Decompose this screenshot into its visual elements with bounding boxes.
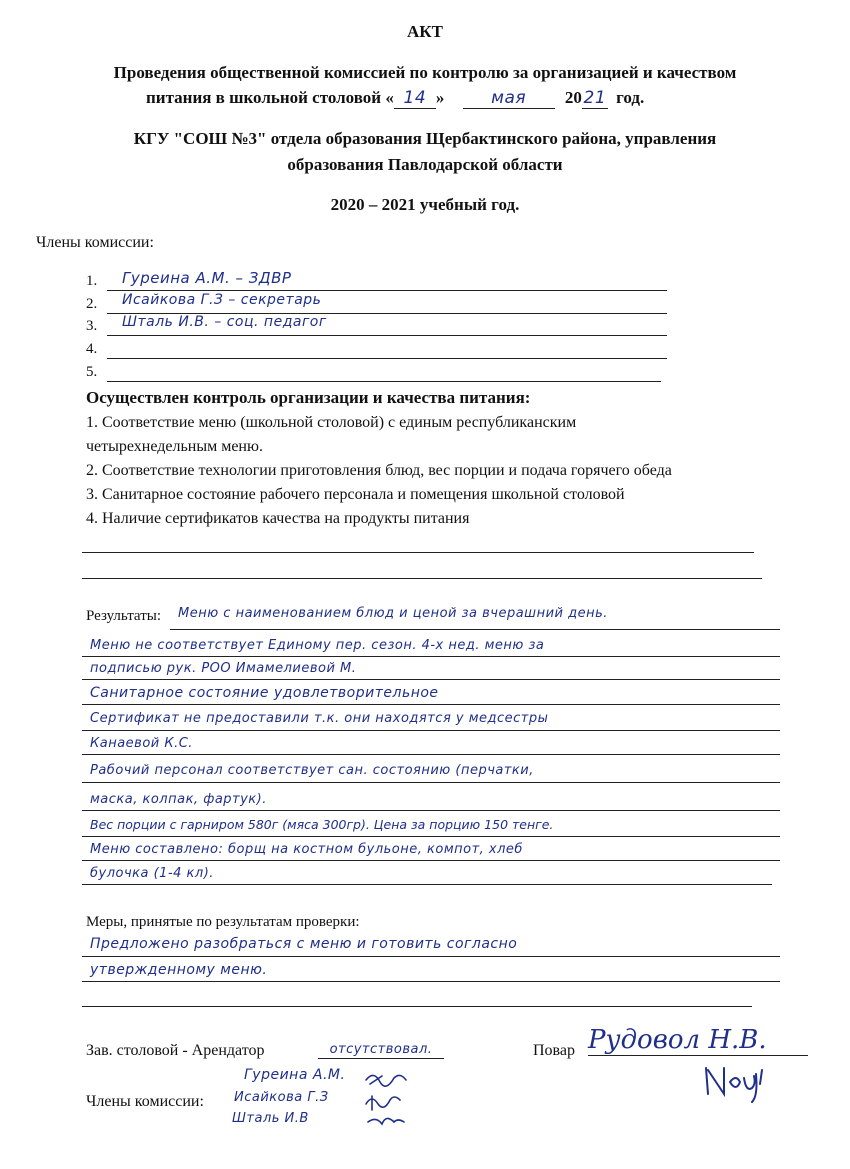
cook-label: Повар [533, 1042, 575, 1059]
results-line-8: маска, колпак, фартук). [90, 792, 267, 807]
member-line-4 [107, 358, 667, 359]
member-line-1 [107, 290, 667, 291]
head-of-canteen-field [318, 1040, 444, 1059]
results-underline-7 [82, 782, 780, 783]
measures-underline-2 [82, 981, 780, 982]
member-name-2: Исайкова Г.З – секретарь [122, 292, 322, 308]
member-line-5 [107, 381, 661, 382]
cook-signature-icon [700, 1060, 780, 1104]
results-line-1: Меню с наименованием блюд и ценой за вчерашний день. [178, 606, 608, 621]
results-line-3: подписью рук. РОО Имамелиевой М. [90, 661, 357, 676]
head-of-canteen-value: отсутствовал. [329, 1042, 433, 1057]
control-item-3: 3. Санитарное состояние рабочего персонала и помещения школьной столовой [86, 486, 625, 503]
document-title: АКТ [407, 22, 443, 41]
members-sign-name-3: Шталь И.В [232, 1111, 309, 1126]
member-name-1: Гуреина А.М. – ЗДВР [122, 269, 292, 287]
member-name-3: Шталь И.В. – соц. педагог [122, 314, 327, 330]
members-sign-label: Члены комиссии: [86, 1093, 204, 1110]
date-year-prefix: 20 [564, 88, 582, 107]
date-year-label: год. [616, 88, 645, 107]
date-year-field [582, 88, 608, 109]
date-month: мая [491, 88, 527, 108]
results-line-7: Рабочий персонал соответствует сан. состоянию (перчатки, [90, 763, 534, 778]
school-year: 2020 – 2021 учебный год. [330, 195, 520, 214]
member-line-3 [107, 335, 667, 336]
members-label: Члены комиссии: [36, 234, 154, 251]
member-num-2: 2. [86, 296, 98, 312]
results-underline-1 [170, 629, 780, 630]
org-line-1: КГУ "СОШ №3" отдела образования Щербактинского района, управления [133, 129, 717, 148]
header-line-1: Проведения общественной комиссией по контролю за организацией и качеством [113, 63, 737, 82]
date-month-field [463, 88, 555, 109]
results-underline-10 [82, 860, 780, 861]
results-underline-8 [82, 810, 780, 811]
results-line-11: булочка (1-4 кл). [90, 866, 214, 881]
member-num-4: 4. [86, 341, 98, 357]
member-num-5: 5. [86, 364, 98, 380]
cook-field [588, 1025, 808, 1056]
measures-label: Меры, принятые по результатам проверки: [86, 914, 360, 930]
head-of-canteen-label: Зав. столовой - Арендатор [86, 1042, 265, 1059]
control-item-4: 4. Наличие сертификатов качества на продукты питания [86, 510, 470, 527]
results-underline-6 [82, 754, 780, 755]
member-num-3: 3. [86, 318, 98, 334]
measures-underline-1 [82, 956, 780, 957]
control-item-1-cont: четырехнедельным меню. [86, 438, 263, 455]
results-line-6: Канаевой К.С. [90, 736, 193, 751]
org-line-2: образования Павлодарской области [287, 155, 563, 174]
members-sign-name-2: Исайкова Г.З [234, 1090, 329, 1105]
results-underline-5 [82, 730, 780, 731]
control-item-1: 1. Соответствие меню (школьной столовой) с единым республиканским [86, 414, 577, 431]
header-line-2 [146, 88, 706, 112]
results-underline-4 [82, 704, 780, 705]
member-num-1: 1. [86, 273, 98, 289]
header-line-2-mid: » [435, 88, 445, 107]
results-label: Результаты: [86, 608, 161, 624]
results-underline-11 [82, 884, 772, 885]
measures-underline-3 [82, 1006, 752, 1007]
header-line-2-prefix: питания в школьной столовой « [146, 88, 394, 107]
control-blank-line-1 [82, 552, 754, 553]
results-underline-2 [82, 656, 780, 657]
results-line-2: Меню не соответствует Единому пер. сезон. 4-х нед. меню за [90, 638, 545, 653]
results-underline-3 [82, 679, 780, 680]
date-day: 14 [403, 88, 427, 108]
cook-value: Рудовол Н.В. [588, 1025, 767, 1055]
results-line-5: Сертификат не предоставили т.к. они находятся у медсестры [90, 711, 549, 726]
results-line-4: Санитарное состояние удовлетворительное [90, 685, 439, 701]
results-underline-9 [82, 836, 780, 837]
date-day-field [394, 88, 436, 109]
results-line-9: Вес порции с гарниром 580г (мяса 300гр). Цена за порцию 150 тенге. [90, 817, 554, 832]
control-item-2: 2. Соответствие технологии приготовления блюд, вес порции и подача горячего обеда [86, 462, 672, 479]
members-sign-name-1: Гуреина А.М. [244, 1067, 346, 1083]
measures-line-1: Предложено разобраться с меню и готовить согласно [90, 936, 518, 952]
date-year-suffix: 21 [583, 88, 607, 108]
control-blank-line-2 [82, 578, 762, 579]
members-signatures-icon [362, 1066, 432, 1130]
measures-line-2: утвержденному меню. [90, 962, 268, 978]
control-heading: Осуществлен контроль организации и качества питания: [86, 388, 531, 407]
results-line-10: Меню составлено: борщ на костном бульоне, компот, хлеб [90, 842, 523, 857]
